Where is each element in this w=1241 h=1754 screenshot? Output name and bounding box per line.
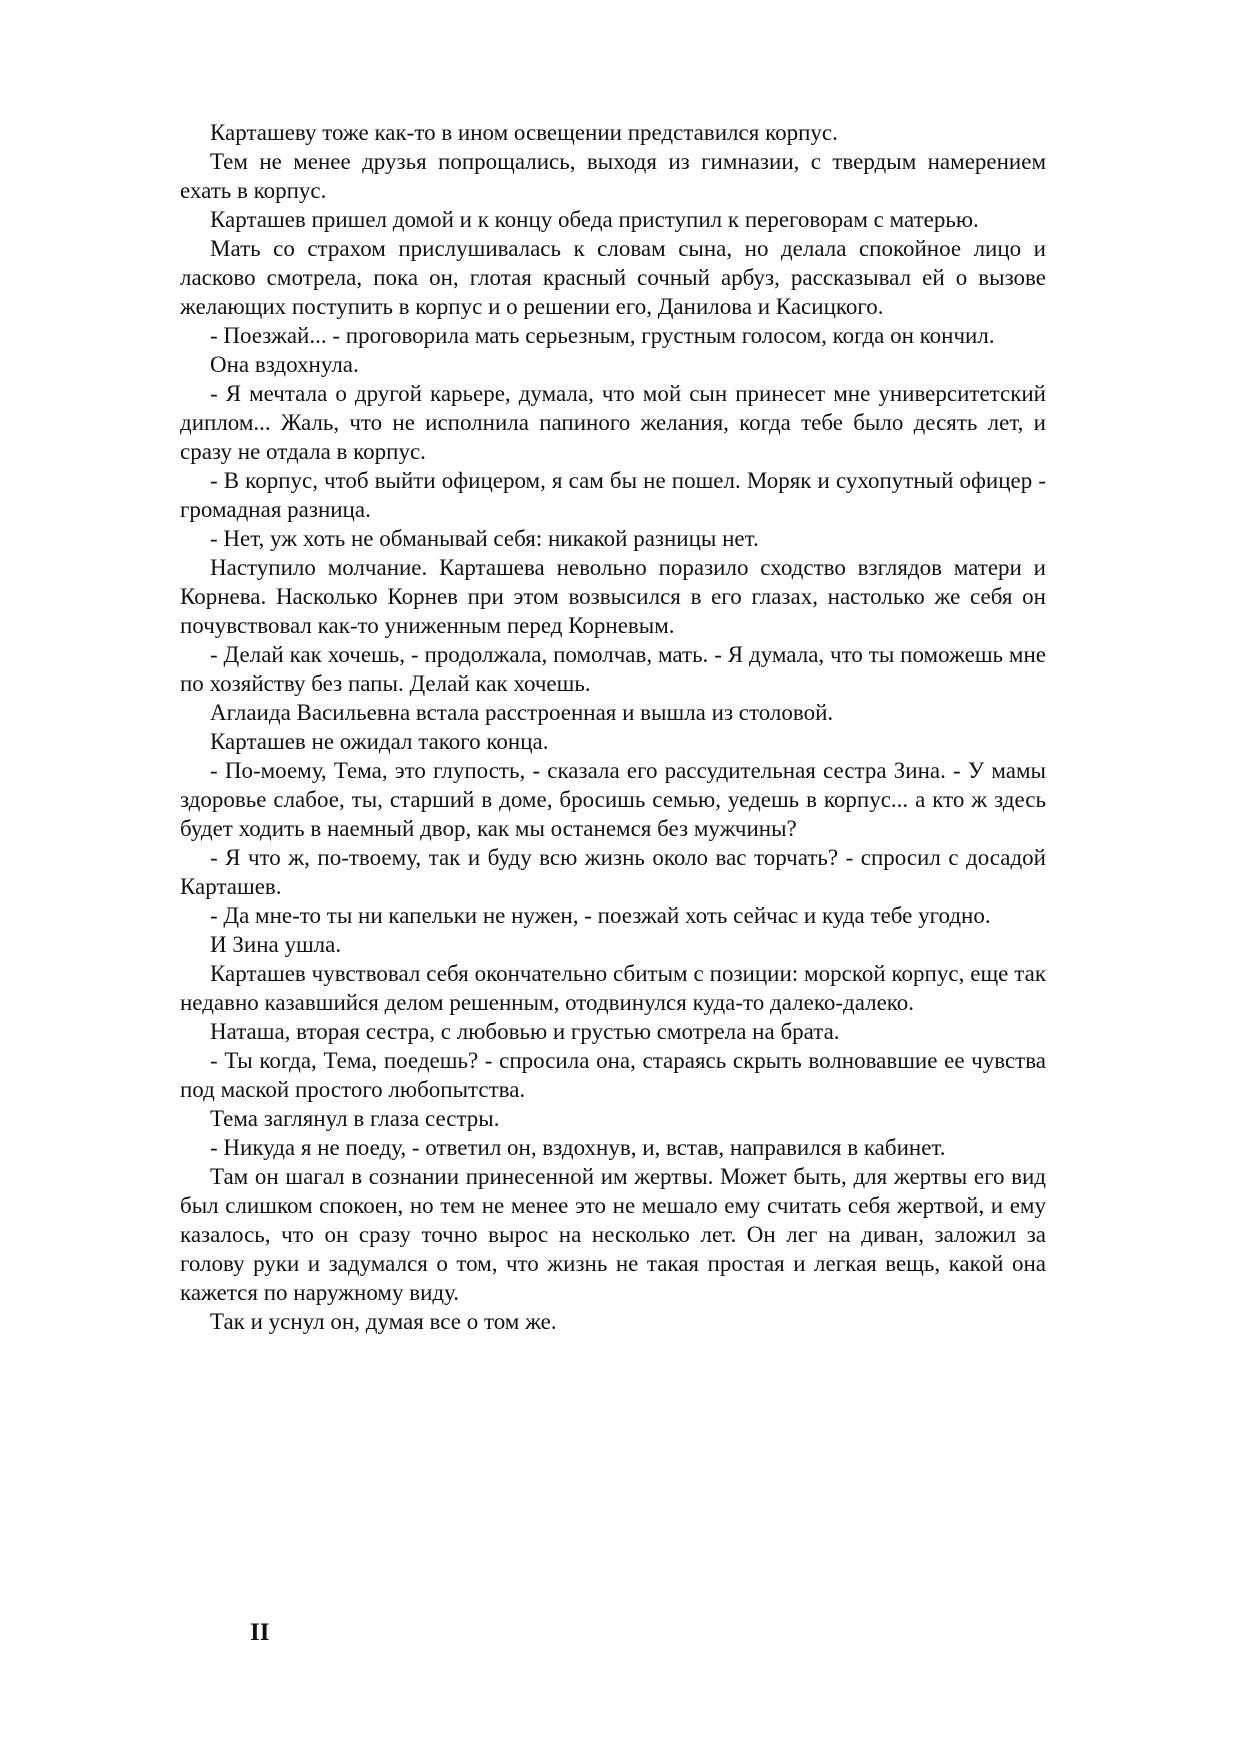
paragraph: Карташев чувствовал себя окончательно сбитым с позиции: морской корпус, еще так недавно казавшийся делом решенным, отодвинулся куда-то далеко-далеко. [180, 961, 1046, 1015]
paragraph: - Никуда я не поеду, - ответил он, вздохнув, и, встав, направился в кабинет. [210, 1135, 946, 1160]
paragraph: - В корпус, чтоб выйти офицером, я сам бы не пошел. Моряк и сухопутный офицер - громадная разница. [180, 468, 1046, 522]
paragraph: - Я что ж, по-твоему, так и буду всю жизнь около вас торчать? - спросил с досадой Карташев. [180, 845, 1046, 899]
paragraph: - Делай как хочешь, - продолжала, помолчав, мать. - Я думала, что ты поможешь мне по хозяйству без папы. Делай как хочешь. [180, 642, 1046, 696]
paragraph: И Зина ушла. [210, 932, 342, 957]
paragraph: - По-моему, Тема, это глупость, - сказала его рассудительная сестра Зина. - У мамы здоровье слабое, ты, старший в доме, бросишь семью, уедешь в корпус... а кто ж здесь будет ходить в наемный двор, как мы останемся без мужчины? [180, 758, 1046, 841]
paragraph: - Нет, уж хоть не обманывай себя: никакой разницы нет. [210, 526, 759, 551]
paragraph: Наташа, вторая сестра, с любовью и грустью смотрела на брата. [210, 1019, 840, 1044]
paragraph: Карташев не ожидал такого конца. [210, 729, 549, 754]
paragraph: Там он шагал в сознании принесенной им жертвы. Может быть, для жертвы его вид был слишком спокоен, но тем не менее это не мешало ему считать себя жертвой, и ему казалось, что он сразу точно вырос на несколько лет. Он лег на диван, заложил за голову руки и задумался о том, что жизнь не такая простая и легкая вещь, какой она кажется по наружному виду. [180, 1164, 1046, 1305]
paragraph: - Поезжай... - проговорила мать серьезным, грустным голосом, когда он кончил. [210, 323, 995, 348]
paragraph: Так и уснул он, думая все о том же. [210, 1309, 557, 1334]
paragraph: Тема заглянул в глаза сестры. [210, 1106, 500, 1131]
paragraph: - Я мечтала о другой карьере, думала, что мой сын принесет мне университетский диплом... Жаль, что не исполнила папиного желания, когда тебе было десять лет, и сразу не отдала в корпус. [180, 381, 1046, 464]
paragraph: Карташев пришел домой и к концу обеда приступил к переговорам с матерью. [210, 207, 979, 232]
paragraph: Она вздохнула. [210, 352, 359, 377]
body-text [180, 118, 1046, 1336]
paragraph: - Да мне-то ты ни капельки не нужен, - поезжай хоть сейчас и куда тебе угодно. [210, 903, 991, 928]
paragraph: Тем не менее друзья попрощались, выходя из гимназии, с твердым намерением ехать в корпус. [180, 149, 1046, 203]
paragraph: Карташеву тоже как-то в ином освещении представился корпус. [210, 120, 838, 145]
paragraph: - Ты когда, Тема, поедешь? - спросила она, стараясь скрыть волновавшие ее чувства под маской простого любопытства. [180, 1048, 1046, 1102]
paragraph: Аглаида Васильевна встала расстроенная и вышла из столовой. [210, 700, 834, 725]
paragraph: Наступило молчание. Карташева невольно поразило сходство взглядов матери и Корнева. Насколько Корнев при этом возвысился в его глазах, настолько же себя он почувствовал как-то униженным перед Корневым. [180, 555, 1046, 638]
chapter-number: II [250, 1619, 270, 1646]
paragraph: Мать со страхом прислушивалась к словам сына, но делала спокойное лицо и ласково смотрела, пока он, глотая красный сочный арбуз, рассказывал ей о вызове желающих поступить в корпус и о решении его, Данилова и Касицкого. [180, 236, 1046, 319]
